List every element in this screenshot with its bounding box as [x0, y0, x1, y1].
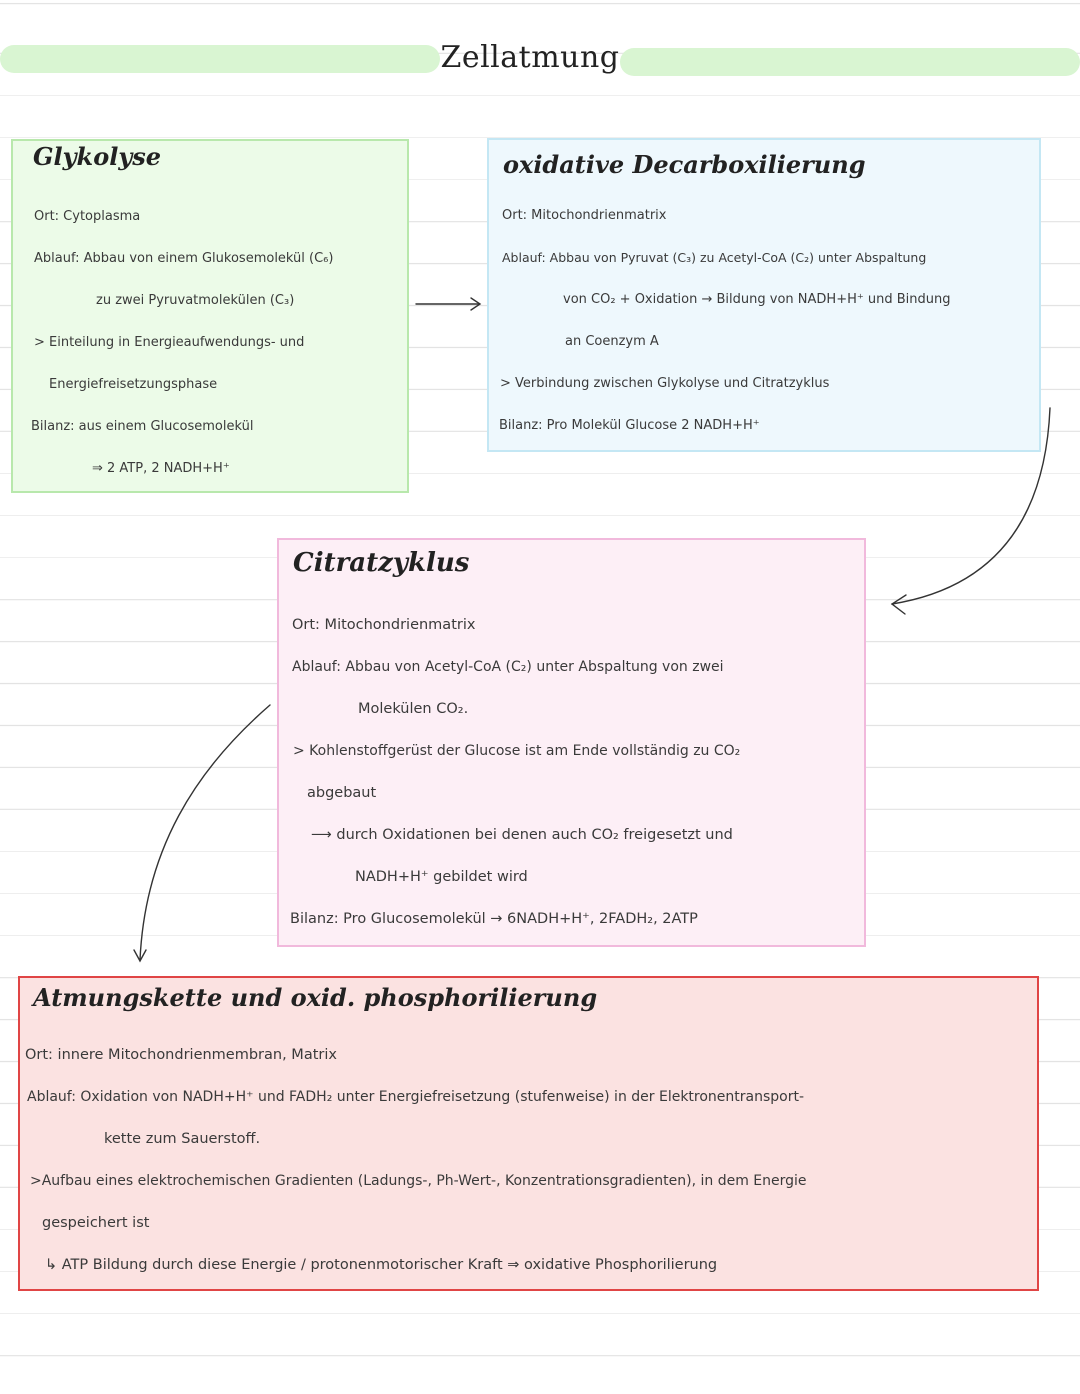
citrat-line: ⟶ durch Oxidationen bei denen auch CO₂ freigesetzt und [311, 827, 733, 843]
atmung-line: kette zum Sauerstoff. [104, 1131, 261, 1147]
glykolyse-line: Ablauf: Abbau von einem Glukosemolekül (C₆) [34, 251, 334, 266]
citrat-line: NADH+H⁺ gebildet wird [355, 869, 528, 885]
arrow-citrat-to-atmung-icon [134, 705, 270, 961]
glykolyse-line: > Einteilung in Energieaufwendungs- und [34, 335, 305, 350]
decarbox-line: von CO₂ + Oxidation → Bildung von NADH+H⁺ und Bindung [563, 292, 951, 307]
decarbox-line: Ort: Mitochondrienmatrix [502, 208, 667, 223]
citrat-line: Molekülen CO₂. [358, 701, 469, 717]
decarbox-line: Bilanz: Pro Molekül Glucose 2 NADH+H⁺ [499, 418, 760, 433]
citrat-line: > Kohlenstoffgerüst der Glucose ist am Ende vollständig zu CO₂ [293, 743, 741, 759]
glykolyse-line: zu zwei Pyruvatmolekülen (C₃) [96, 293, 295, 308]
citrat-line: Ort: Mitochondrienmatrix [292, 617, 476, 633]
atmung-line: >Aufbau eines elektrochemischen Gradienten (Ladungs-, Ph-Wert-, Konzentrationsgradienten), in dem Energie [30, 1173, 807, 1189]
arrow-glykolyse-to-decarbox-icon [416, 298, 480, 310]
glykolyse-line: Ort: Cytoplasma [34, 209, 141, 224]
atmung-line: Ort: innere Mitochondrienmembran, Matrix [25, 1047, 337, 1063]
page-title: Zellatmung [440, 40, 620, 75]
atmung-line: gespeichert ist [42, 1215, 150, 1231]
glykolyse-line: Bilanz: aus einem Glucosemolekül [31, 419, 254, 434]
decarbox-line: > Verbindung zwischen Glykolyse und Citratzyklus [500, 376, 830, 391]
decarbox-heading: oxidative Decarboxilierung [503, 150, 866, 179]
atmung-line: Ablauf: Oxidation von NADH+H⁺ und FADH₂ unter Energiefreisetzung (stufenweise) in der Elektronentransport- [27, 1089, 805, 1105]
citrat-heading: Citratzyklus [293, 548, 470, 578]
citrat-line: Bilanz: Pro Glucosemolekül → 6NADH+H⁺, 2FADH₂, 2ATP [290, 911, 698, 927]
citrat-line: abgebaut [307, 785, 377, 801]
glykolyse-line: ⇒ 2 ATP, 2 NADH+H⁺ [92, 461, 230, 476]
atmung-line: ↳ ATP Bildung durch diese Energie / protonenmotorischer Kraft ⇒ oxidative Phosphorilierung [45, 1257, 718, 1273]
decarbox-line: Ablauf: Abbau von Pyruvat (C₃) zu Acetyl-CoA (C₂) unter Abspaltung [502, 250, 927, 265]
citrat-line: Ablauf: Abbau von Acetyl-CoA (C₂) unter Abspaltung von zwei [292, 659, 724, 675]
decarbox-line: an Coenzym A [565, 334, 659, 349]
glykolyse-heading: Glykolyse [33, 142, 162, 171]
glykolyse-line: Energiefreisetzungsphase [49, 377, 218, 392]
atmung-heading: Atmungskette und oxid. phosphorilierung [33, 983, 598, 1012]
arrow-decarbox-to-citrat-icon [892, 408, 1050, 614]
